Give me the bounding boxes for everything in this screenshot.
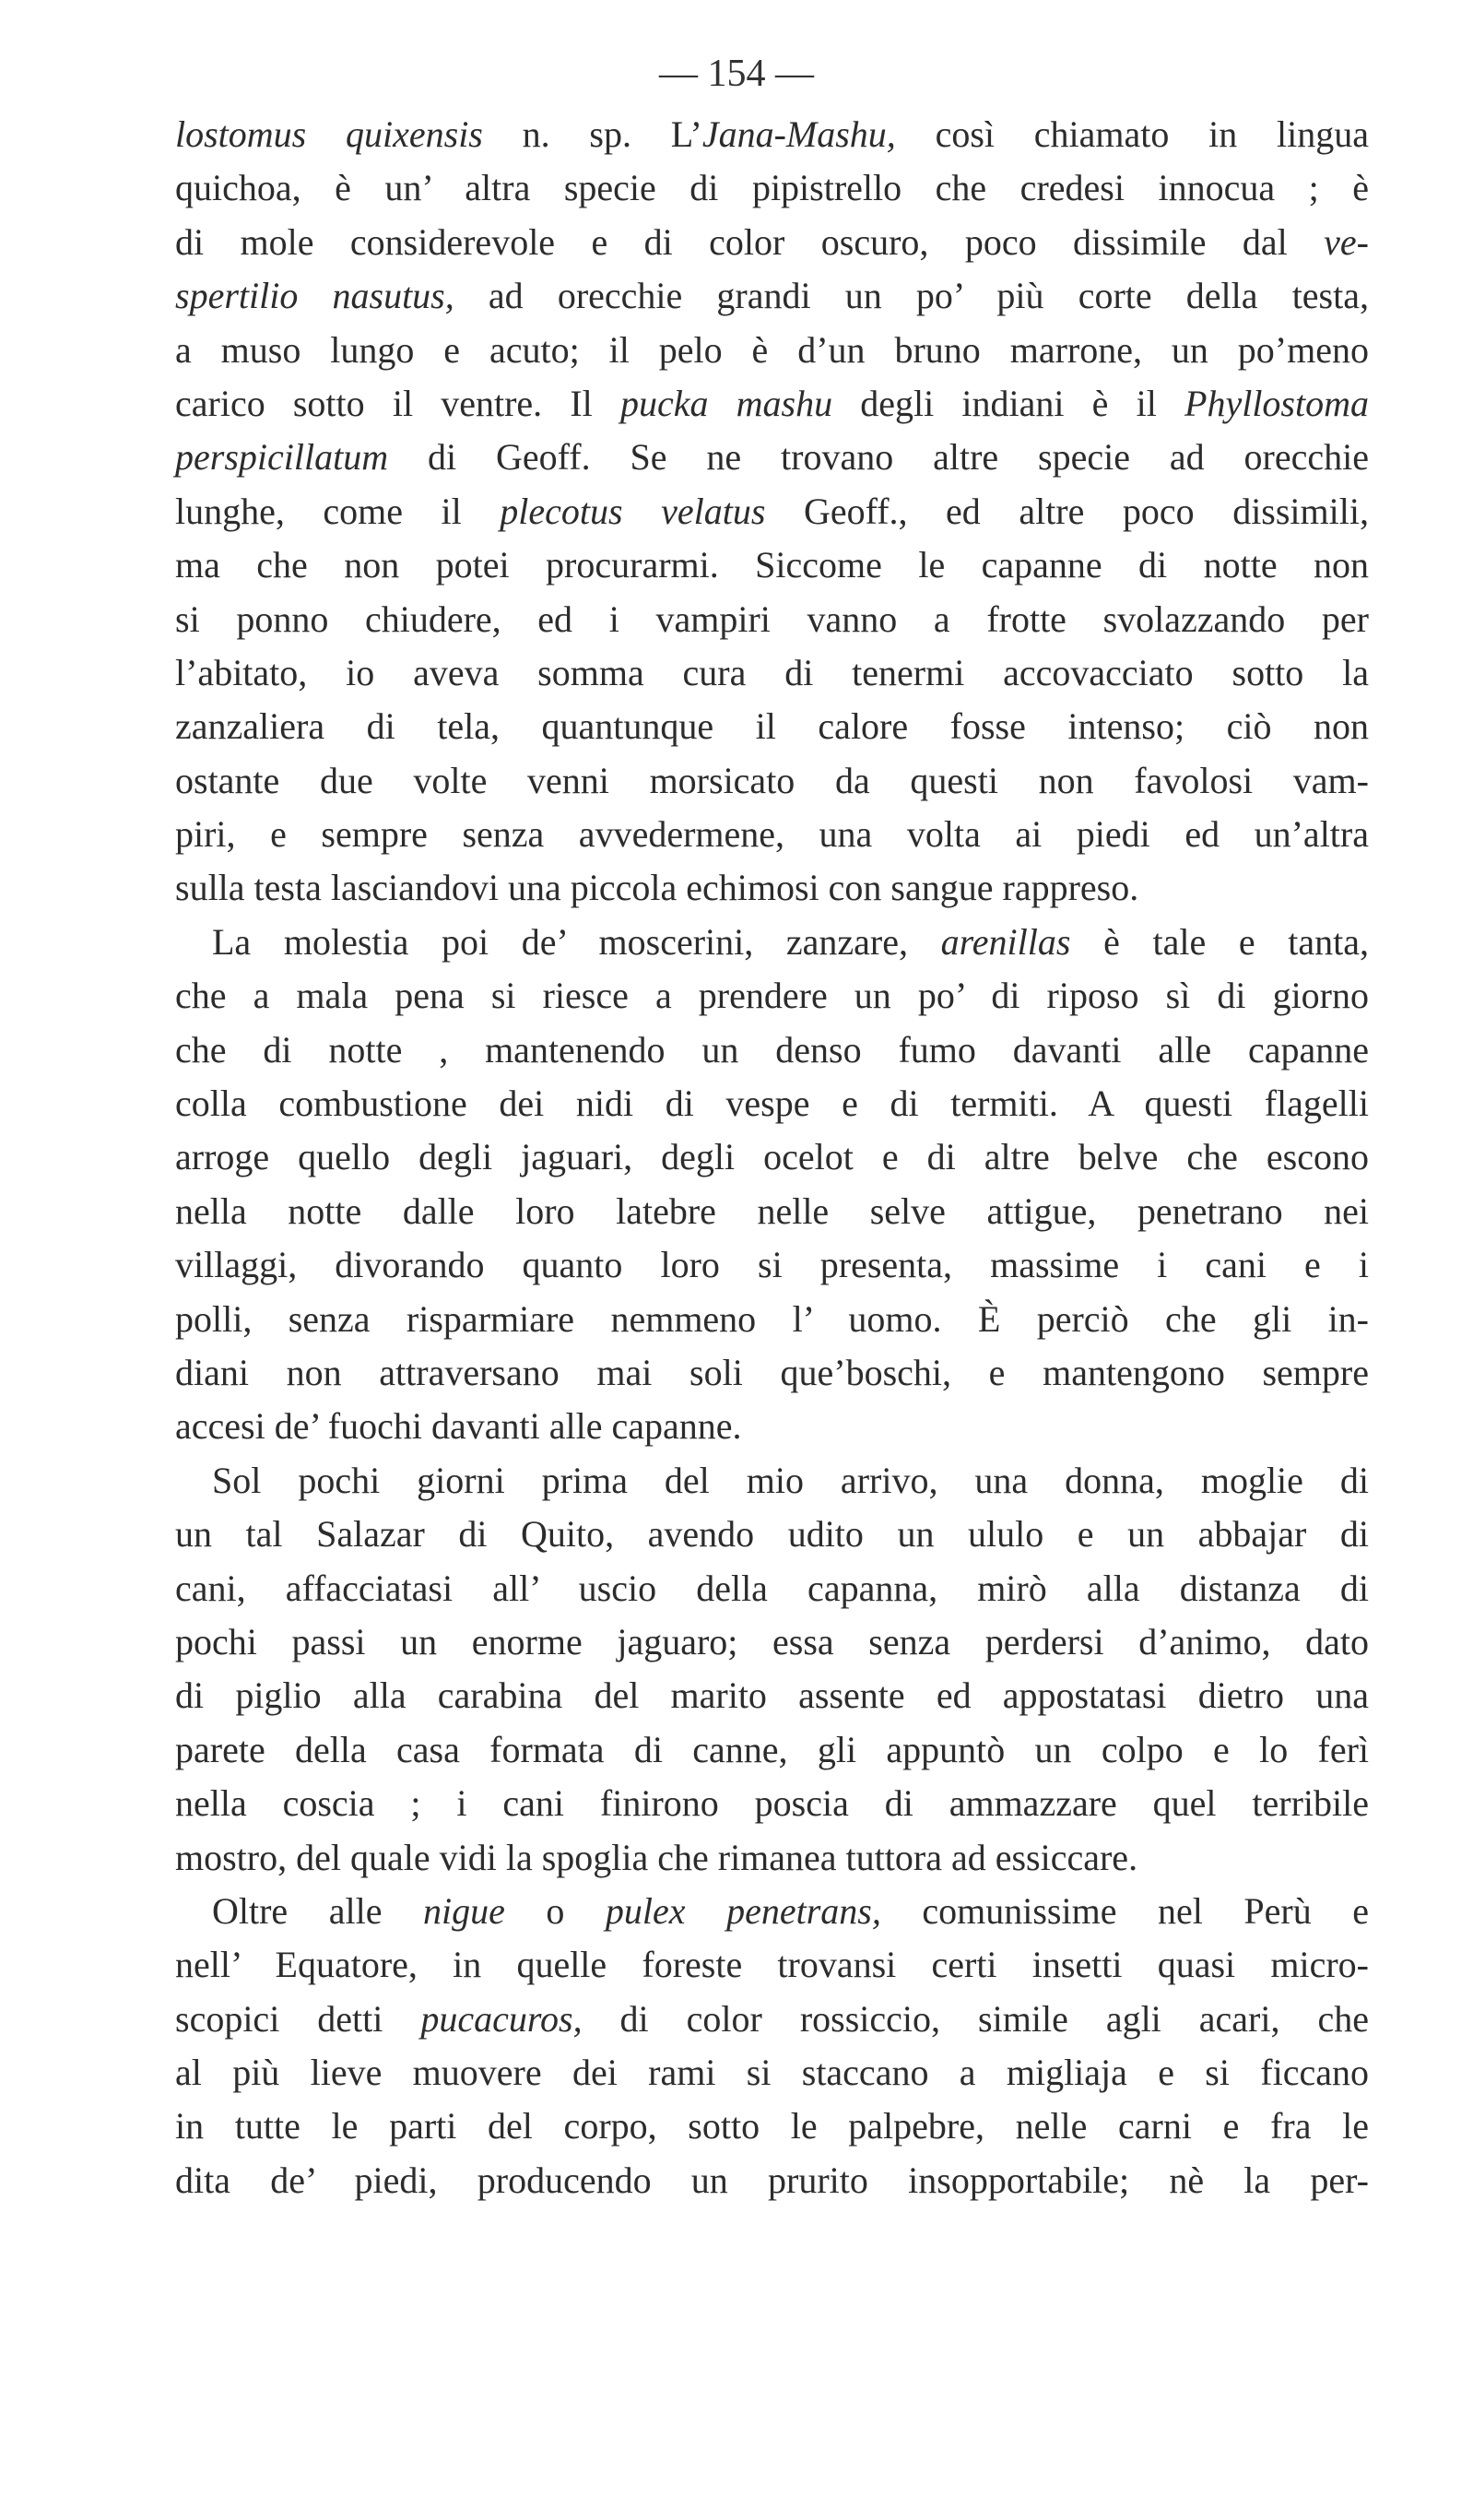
page-number: — 154 — — [659, 53, 814, 95]
text-line — [175, 1562, 1369, 1615]
italic-term: nigue — [422, 1889, 505, 1932]
text-run: o — [504, 1889, 606, 1932]
text-run: così chiamato in lingua — [895, 113, 1369, 155]
text-line — [175, 431, 1369, 484]
text-run: nella coscia ; i cani finirono poscia di ammazzare quel terribile — [175, 1782, 1369, 1825]
text-run: ma che non potei procurarmi. Siccome le capanne di notte non — [175, 544, 1369, 586]
text-line — [175, 1185, 1369, 1238]
text-line — [175, 1238, 1369, 1292]
text-line — [175, 1293, 1369, 1346]
text-run: piri, e sempre senza avvedermene, una volta ai piedi ed un’altra — [175, 813, 1369, 856]
text-run: n. sp. L’ — [482, 113, 702, 155]
text-line — [175, 808, 1369, 861]
text-line — [175, 1831, 1369, 1885]
text-line — [175, 1885, 1369, 1938]
text-run: villaggi, divorando quanto loro si presenta, massime i cani e i — [175, 1244, 1369, 1286]
text-run: a muso lungo e acuto; il pelo è d’un bruno marrone, un po’meno — [175, 328, 1369, 371]
text-run: è tale e tanta, — [1070, 920, 1369, 963]
text-line — [175, 1346, 1369, 1400]
text-line — [175, 2046, 1369, 2100]
text-line — [175, 1454, 1369, 1508]
text-line — [175, 269, 1369, 323]
text-run: che a mala pena si riesce a prendere un po’ di riposo sì di giorno — [175, 975, 1369, 1017]
text-run: un tal Salazar di Quito, avendo udito un ululo e un abbajar di — [175, 1513, 1369, 1556]
text-run: Oltre alle — [212, 1889, 423, 1932]
text-run: di piglio alla carabina del marito assente ed appostatasi dietro una — [175, 1674, 1369, 1717]
text-line — [175, 485, 1369, 538]
text-run: parete della casa formata di canne, gli appuntò un colpo e lo ferì — [175, 1728, 1369, 1770]
text-run: La molestia poi de’ moscerini, zanzare, — [212, 920, 941, 963]
text-line — [175, 646, 1369, 700]
text-line — [175, 1508, 1369, 1561]
text-line — [175, 969, 1369, 1023]
italic-term: Phyllostoma — [1184, 382, 1369, 424]
text-run: quichoa, è un’ altra specie di pipistrello che credesi innocua ; è — [175, 167, 1369, 209]
text-run: in tutte le parti del corpo, sotto le palpebre, nelle carni e fra le — [175, 2105, 1369, 2147]
text-run: scopici detti — [175, 1997, 421, 2040]
text-line — [175, 1777, 1369, 1830]
text-run: dita de’ piedi, producendo un prurito insopportabile; nè la per- — [175, 2159, 1369, 2201]
text-run: di Geoff. Se ne trovano altre specie ad orecchie — [388, 436, 1369, 479]
text-line — [175, 1130, 1369, 1184]
text-line — [175, 2100, 1369, 2153]
text-run: si ponno chiudere, ed i vampiri vanno a frotte svolazzando per — [175, 597, 1369, 640]
text-run: nella notte dalle loro latebre nelle selve attigue, penetrano nei — [175, 1189, 1369, 1232]
text-line — [175, 916, 1369, 969]
text-line — [175, 700, 1369, 753]
text-run: di color rossiccio, simile agli acari, che — [582, 1997, 1369, 2040]
italic-term: ve- — [1324, 220, 1369, 263]
italic-term: pulex penetrans, — [605, 1889, 881, 1932]
text-line — [175, 2154, 1369, 2207]
text-run: che di notte , mantenendo un denso fumo davanti alle capanne — [175, 1028, 1369, 1071]
text-run: lunghe, come il — [175, 490, 501, 532]
text-run: zanzaliera di tela, quantunque il calore fosse intenso; ciò non — [175, 705, 1369, 748]
text-line — [175, 1615, 1369, 1669]
text-run: comunissime nel Perù e — [880, 1889, 1369, 1932]
text-line — [175, 324, 1369, 377]
text-run: ostante due volte venni morsicato da questi non favolosi vam- — [175, 759, 1369, 801]
text-line — [175, 593, 1369, 646]
text-line — [175, 1023, 1369, 1077]
text-line — [175, 108, 1369, 161]
text-line — [175, 216, 1369, 269]
italic-term: plecotus velatus — [500, 490, 766, 532]
text-run: Geoff., ed altre poco dissimili, — [765, 490, 1370, 532]
text-line — [175, 1669, 1369, 1722]
text-line — [175, 1993, 1369, 2046]
text-run: l’abitato, io aveva somma cura di tenermi accovacciato sotto la — [175, 651, 1369, 693]
text-run: accesi de’ fuochi davanti alle capanne. — [175, 1405, 742, 1448]
italic-term: lostomus quixensis — [175, 113, 483, 155]
italic-term: Jana-Mashu, — [701, 113, 896, 155]
text-run: sulla testa lasciandovi una piccola echimosi con sangue rappreso. — [175, 867, 1139, 909]
text-run: mostro, del quale vidi la spoglia che rimanea tuttora ad essiccare. — [175, 1836, 1138, 1878]
body-text — [175, 108, 1369, 2207]
text-run: carico sotto il ventre. Il — [175, 382, 620, 424]
text-run: pochi passi un enorme jaguaro; essa senza perdersi d’animo, dato — [175, 1620, 1369, 1662]
text-run: colla combustione dei nidi di vespe e di termiti. A questi flagelli — [175, 1083, 1369, 1125]
text-line — [175, 1723, 1369, 1777]
text-run: cani, affacciatasi all’ uscio della capanna, mirò alla distanza di — [175, 1567, 1369, 1609]
text-line — [175, 1400, 1369, 1453]
italic-term: perspicillatum — [175, 436, 389, 479]
text-run: arroge quello degli jaguari, degli ocelot e di altre belve che escono — [175, 1136, 1369, 1178]
text-run: ad orecchie grandi un po’ più corte della testa, — [454, 275, 1369, 317]
text-line — [175, 754, 1369, 808]
text-line — [175, 1938, 1369, 1992]
text-line — [175, 161, 1369, 215]
italic-term: spertilio nasutus, — [175, 275, 454, 317]
italic-term: arenillas — [940, 920, 1071, 963]
text-run: di mole considerevole e di color oscuro, poco dissimile dal — [175, 220, 1325, 263]
text-run: al più lieve muovere dei rami si staccano a migliaja e si ficcano — [175, 2052, 1369, 2094]
italic-term: pucacuros, — [420, 1997, 583, 2040]
text-line — [175, 861, 1369, 915]
text-line — [175, 538, 1369, 592]
text-run: diani non attraversano mai soli que’boschi, e mantengono sempre — [175, 1351, 1369, 1393]
text-line — [175, 377, 1369, 431]
text-run: degli indiani è il — [832, 382, 1185, 424]
text-run: Sol pochi giorni prima del mio arrivo, una donna, moglie di — [212, 1459, 1369, 1501]
text-run: polli, senza risparmiare nemmeno l’ uomo. È perciò che gli in- — [175, 1297, 1369, 1340]
text-line — [175, 1077, 1369, 1130]
text-run: nell’ Equatore, in quelle foreste trovansi certi insetti quasi micro- — [175, 1944, 1369, 1986]
italic-term: pucka mashu — [619, 382, 833, 424]
